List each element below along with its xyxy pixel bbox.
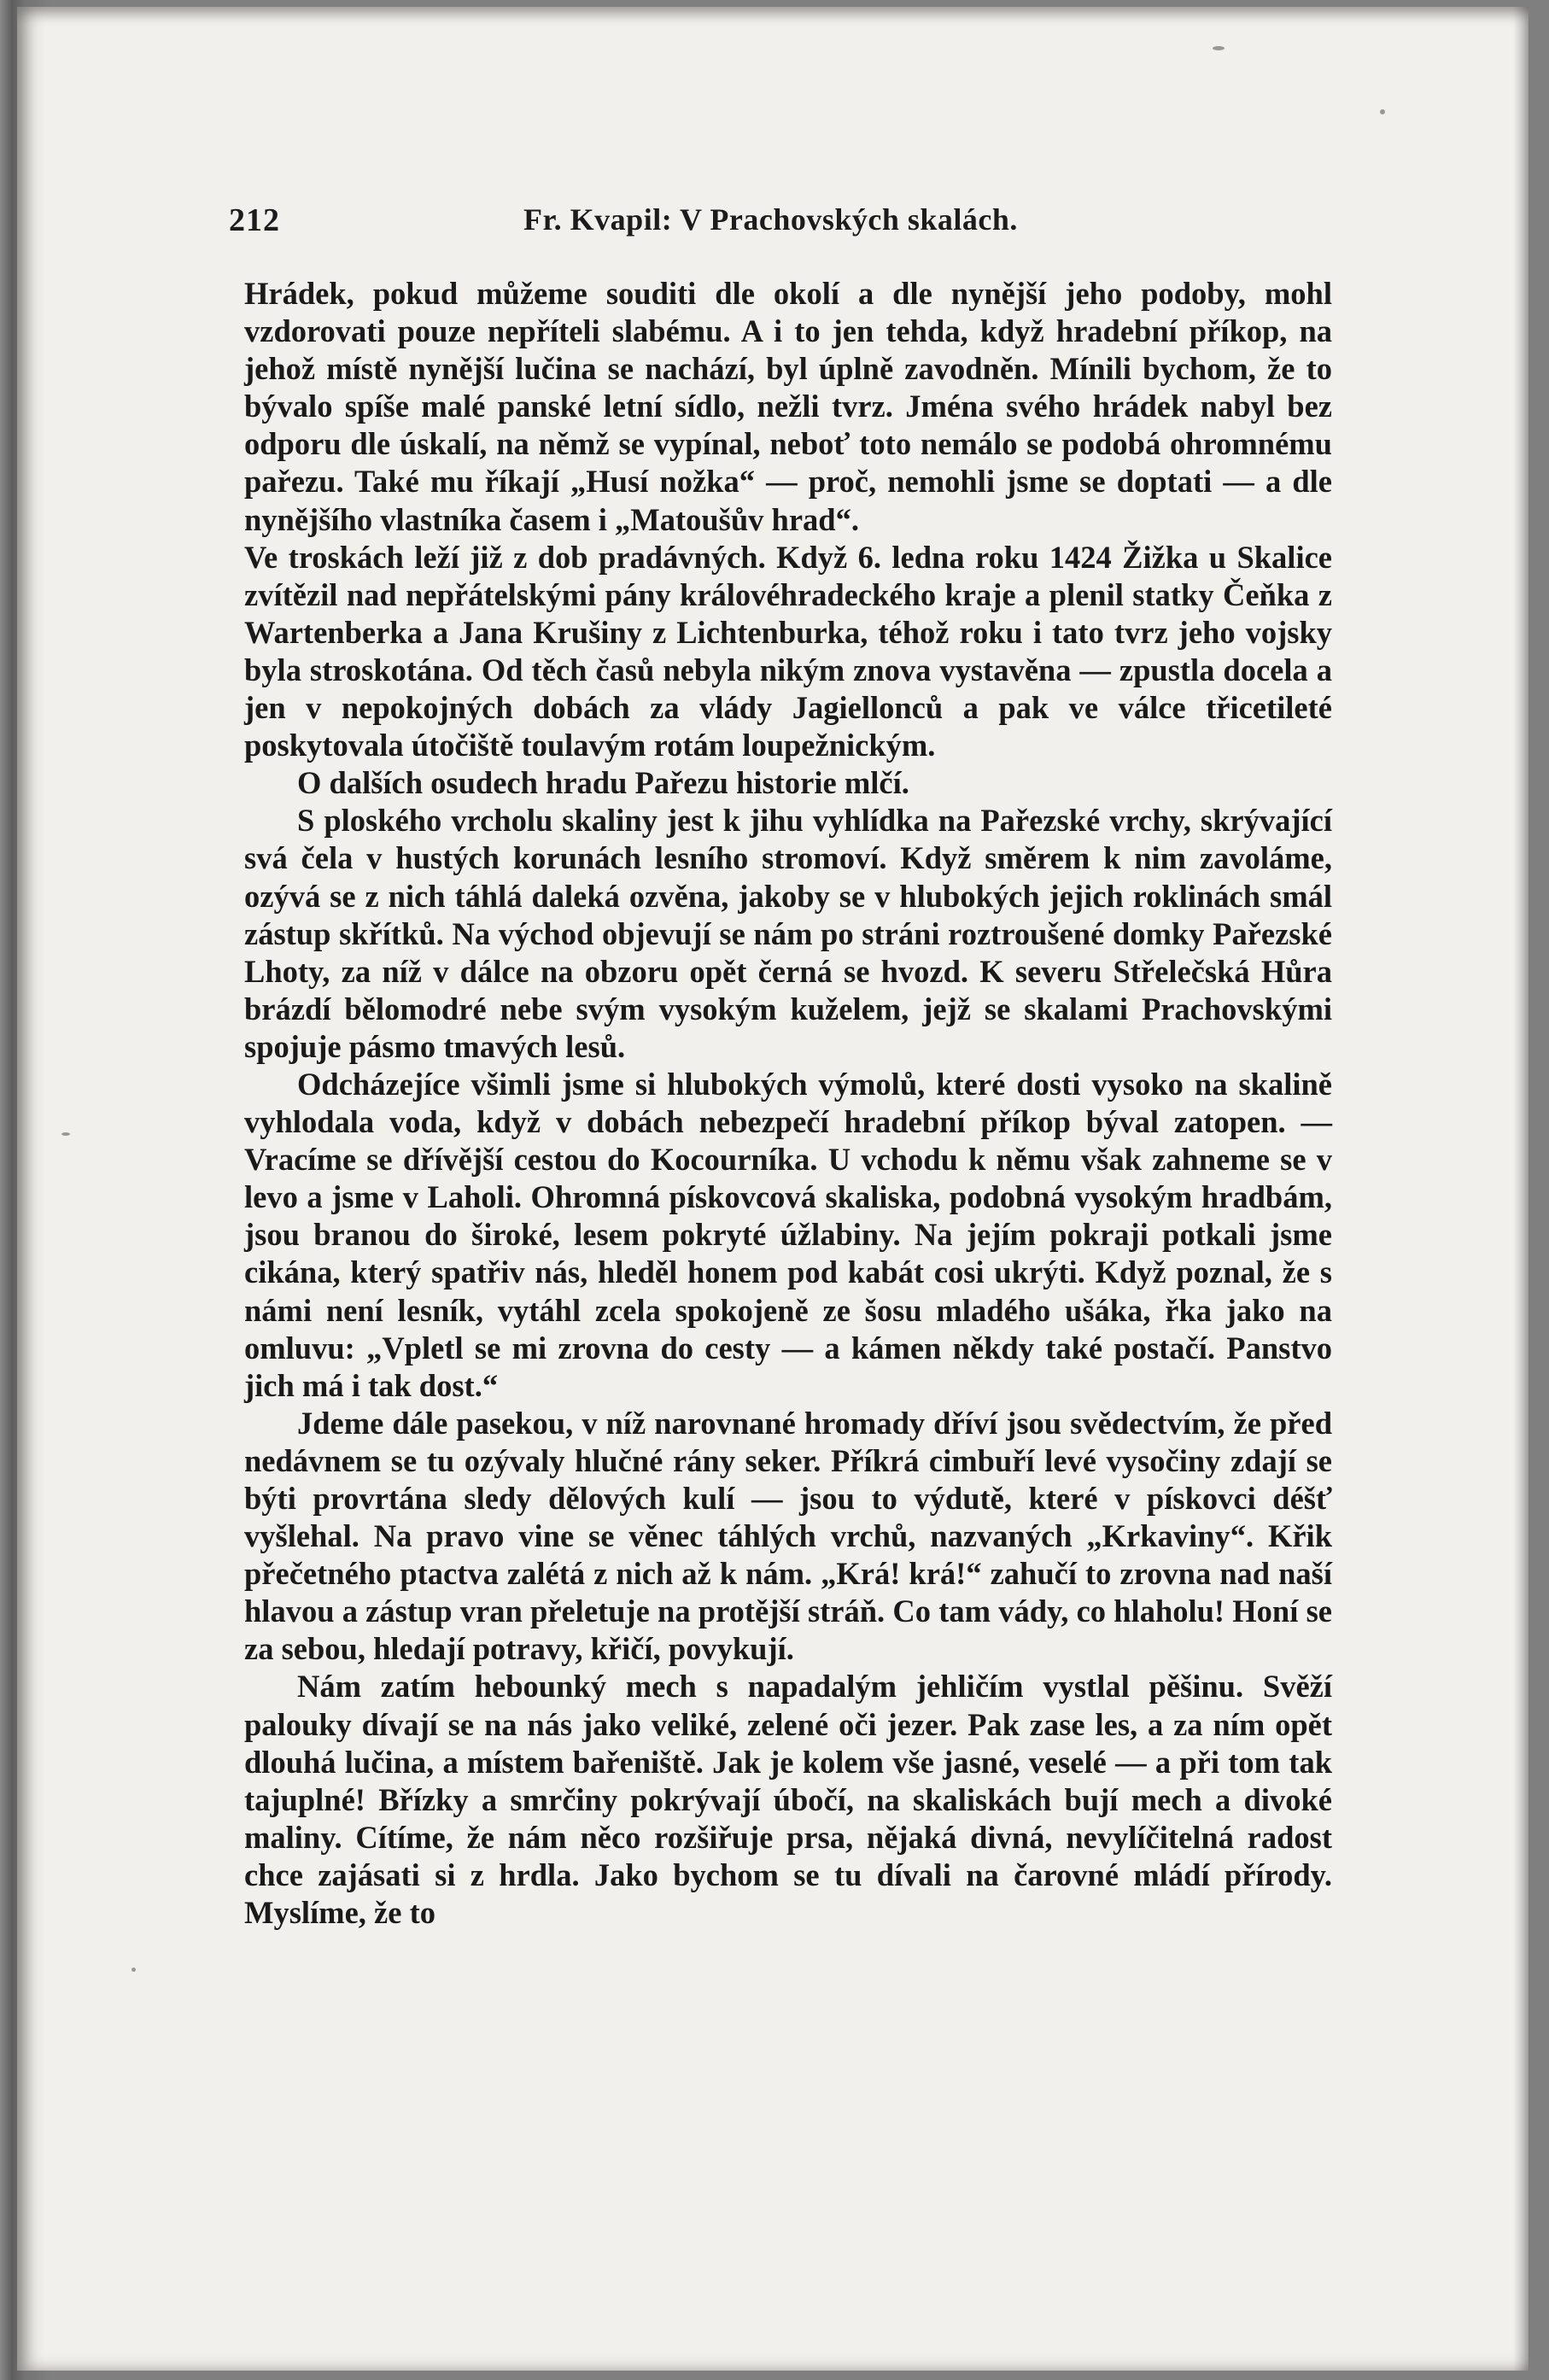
running-title: Fr. Kvapil: V Prachovských skalách.: [523, 202, 1018, 237]
paragraph: Jdeme dále pasekou, v níž narovnané hromady dříví jsou svědectvím, že před nedávnem se tu ozývaly hlučné rány seker. Příkrá cimbuří levé vysočiny zdají se býti provrtána sledy dělových kulí — jsou to výdutě, které v pískovci déšť vyšlehal. Na pravo vine se věnec táhlých vrchů, nazvaných „Krkaviny“. Křik přečetného ptactva zalétá z nich až k nám. „Krá! krá!“ zahučí to zrovna nad naší hlavou a zástup vran přeletuje na protější stráň. Co tam vády, co hlaholu! Honí se za sebou, hledají potravy, křičí, povykují.: [244, 1405, 1332, 1667]
paragraph: Odcházejíce všimli jsme si hlubokých výmolů, které dosti vysoko na skalině vyhlodala voda, když v dobách nebezpečí hradební příkop býval zatopen. — Vracíme se dřívější cestou do Kocourníka. U vchodu k němu však zahneme se v levo a jsme v Laholi. Ohromná pískovcová skaliska, podobná vysokým hradbám, jsou branou do široké, lesem pokryté úžlabiny. Na jejím pokraji potkali jsme cikána, který spatřiv nás, hleděl honem pod kabát cosi ukrýti. Když poznal, že s námi není lesník, vytáhl zcela spokojeně ze šosu mladého ušáka, řka jako na omluvu: „Vpletl se mi zrovna do cesty — a kámen někdy také postačí. Panstvo jich má i tak dost.“: [244, 1066, 1332, 1403]
paragraph: Hrádek, pokud můžeme souditi dle okolí a dle nynější jeho podoby, mohl vzdorovati pouze nepříteli slabému. A i to jen tehda, když hradební příkop, na jehož místě nynější lučina se nachází, byl úplně zavodněn. Mínili bychom, že to bývalo spíše malé panské letní sídlo, nežli tvrz. Jména svého hrádek nabyl bez odporu dle úskalí, na němž se vypínal, neboť toto nemálo se podobá ohromnému pařezu. Také mu říkají „Husí nožka“ — proč, nemohli jsme se doptati — a dle nynějšího vlastníka časem i „Matoušův hrad“.: [244, 276, 1332, 537]
paper-speck: [61, 1132, 70, 1136]
paragraph: O dalších osudech hradu Pařezu historie mlčí.: [297, 765, 909, 801]
paper-speck: [132, 1968, 136, 1972]
paper-speck: [1213, 46, 1225, 50]
paper-speck: [1380, 109, 1385, 114]
paragraph: S ploského vrcholu skaliny jest k jihu vyhlídka na Pařezské vrchy, skrývající svá čela v hustých korunách lesního stromoví. Když směrem k nim zavoláme, ozývá se z nich táhlá daleká ozvěna, jakoby se v hlubokých jejich roklinách smál zástup skřítků. Na východ objevují se nám po stráni roztroušené domky Pařezské Lhoty, za níž v dálce na obzoru opět černá se hvozd. K severu Střelečská Hůra brázdí bělomodré nebe svým vysokým kuželem, jejž se skalami Prachovskými spojuje pásmo tmavých lesů.: [244, 803, 1332, 1064]
body-text: [244, 275, 1332, 1932]
paragraph: Nám zatím hebounký mech s napadalým jehličím vystlal pěšinu. Svěží palouky dívají se na nás jako veliké, zelené oči jezer. Pak zase les, a za ním opět dlouhá lučina, a místem bařeniště. Jak je kolem vše jasné, veselé — a při tom tak tajuplné! Břízky a smrčiny pokrývají úbočí, na skaliskách bují mech a divoké maliny. Cítíme, že nám něco rozšiřuje prsa, nějaká divná, nevylíčitelná radost chce zajásati si z hrdla. Jako bychom se tu dívali na čarovné mládí přírody. Myslíme, že to: [244, 1669, 1332, 1931]
running-header: [229, 202, 1339, 253]
paragraph: Ve troskách leží již z dob pradávných. Když 6. ledna roku 1424 Žižka u Skalice zvítězil nad nepřátelskými pány královéhradeckého kraje a plenil statky Čeňka z Wartenberka a Jana Krušiny z Lichtenburka, téhož roku i tato tvrz jeho vojsky byla stroskotána. Od těch časů nebyla nikým znova vystavěna — zpustla docela a jen v nepokojných dobách za vlády Jagiellonců a pak ve válce třicetileté poskytovala útočiště toulavým rotám loupežnickým.: [244, 539, 1332, 763]
page-number: 212: [229, 202, 280, 238]
